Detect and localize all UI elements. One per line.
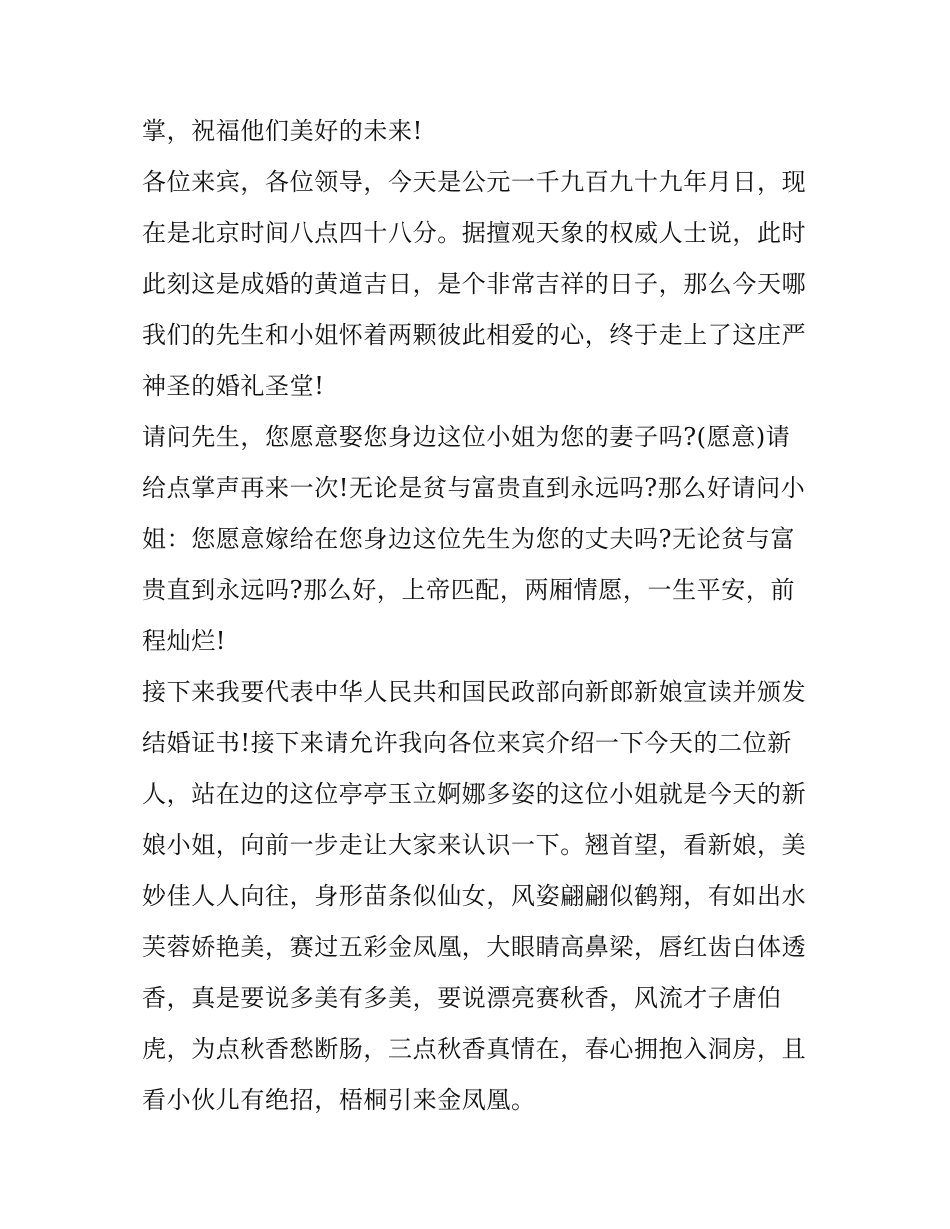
text-line: 芙蓉娇艳美，赛过五彩金凤凰，大眼睛高鼻梁，唇红齿白体透 xyxy=(142,933,807,961)
text-line: 在是北京时间八点四十八分。据擅观天象的权威人士说，此时 xyxy=(142,219,807,247)
text-line: 虎，为点秋香愁断肠，三点秋香真情在，春心拥抱入洞房，且 xyxy=(142,1035,807,1063)
text-line: 程灿烂! xyxy=(142,627,227,655)
text-line: 神圣的婚礼圣堂! xyxy=(142,372,325,400)
text-line: 看小伙儿有绝招，梧桐引来金凤凰。 xyxy=(142,1086,536,1114)
text-line: 人，站在边的这位亭亭玉立婀娜多姿的这位小姐就是今天的新 xyxy=(142,780,807,808)
text-line: 结婚证书!接下来请允许我向各位来宾介绍一下今天的二位新 xyxy=(142,729,792,757)
text-line: 此刻这是成婚的黄道吉日，是个非常吉祥的日子，那么今天哪 xyxy=(142,270,807,298)
text-line: 姐：您愿意嫁给在您身边这位先生为您的丈夫吗?无论贫与富 xyxy=(142,525,796,553)
text-line: 娘小姐，向前一步走让大家来认识一下。翘首望，看新娘，美 xyxy=(142,831,807,859)
paragraph-closing-blessing xyxy=(142,106,820,157)
text-line: 妙佳人人向往，身形苗条似仙女，风姿翩翩似鹤翔，有如出水 xyxy=(142,882,807,910)
text-line: 掌，祝福他们美好的未来! xyxy=(142,117,423,145)
paragraph-opening-greeting xyxy=(142,157,820,412)
paragraph-introduction xyxy=(142,667,820,1126)
document-body xyxy=(142,106,820,1126)
text-line: 贵直到永远吗?那么好，上帝匹配，两厢情愿，一生平安，前 xyxy=(142,576,796,604)
paragraph-vows xyxy=(142,412,820,667)
text-line: 给点掌声再来一次!无论是贫与富贵直到永远吗?那么好请问小 xyxy=(142,474,806,502)
text-line: 请问先生，您愿意娶您身边这位小姐为您的妻子吗?(愿意)请 xyxy=(142,423,791,451)
text-line: 我们的先生和小姐怀着两颗彼此相爱的心，终于走上了这庄严 xyxy=(142,321,807,349)
text-line: 各位来宾，各位领导，今天是公元一千九百九十九年月日，现 xyxy=(142,168,807,196)
text-line: 接下来我要代表中华人民共和国民政部向新郎新娘宣读并颁发 xyxy=(142,678,807,706)
text-line: 香，真是要说多美有多美，要说漂亮赛秋香，风流才子唐伯 xyxy=(142,984,782,1012)
